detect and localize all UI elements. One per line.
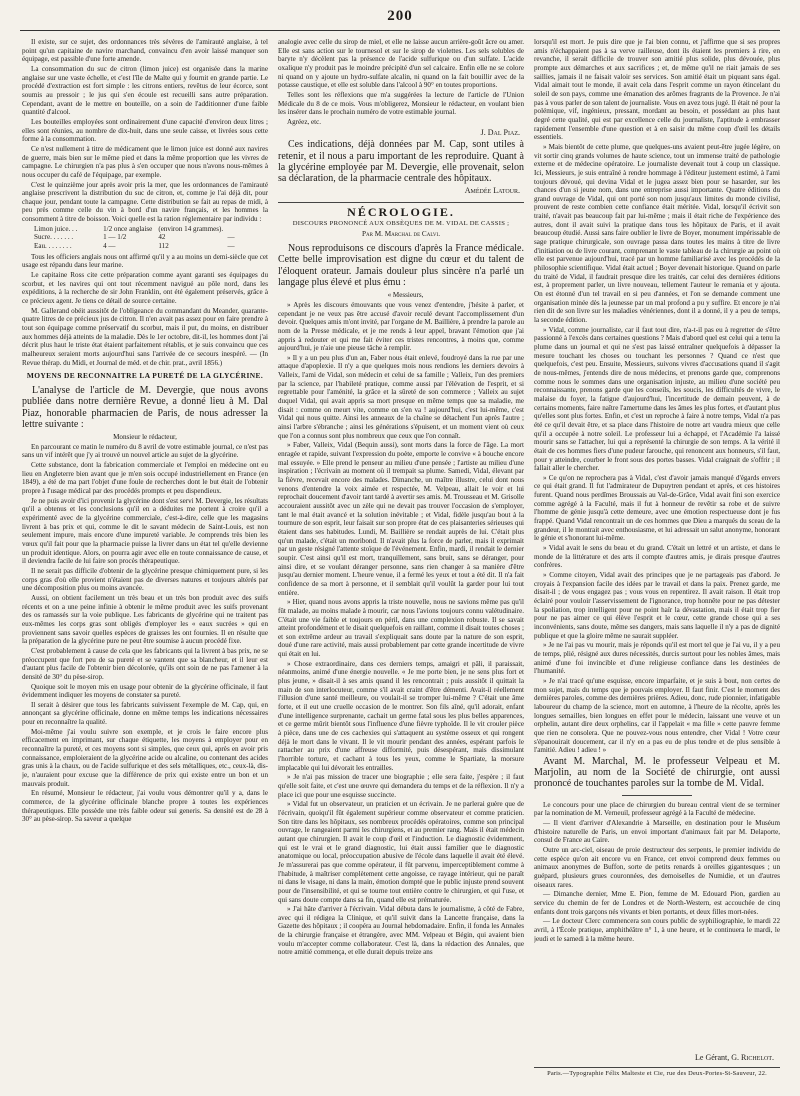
ration-cell: 1 — 1/2 [103,233,127,242]
col1-paragraph: Il ne serait pas difficile d'obtenir de la glycérine presque chimiquement pure, si les corps gras d'où elle provient n'étaient pas de diverses natures et toujours altérés par une décomposition plus ou moins avancée. [22,566,268,593]
col1-paragraph: La consommation du suc de citron (limon juice) est organisée dans la marine anglaise sur une vaste échelle, et c'est l'île de Malte qui y fournit en grande partie. Le procédé d'extraction est fort simple : les citrons entiers, revêtus de leur écorce, sont soumis au pressoir ; le jus qui s'en écoule est recueilli sans autre préparation. Cependant, avant de le mettre en bouteille, on a soin de l'additionner d'une faible quantité d'alcool. [22,64,268,117]
speech-paragraph: » Faber, Valleix, Vidal (Bequin aussi), sont morts dans la force de l'âge. La mort enragée et rapide, suivant l'expression du poète, emporte le convive « à bouche encore mal essuyée. » Elle prend le penseur au milieu d'une pensée ; l'artiste au milieu d'une inspiration ; l'écrivain au moment où il trempait sa plume. Samedi, Vidal, élevant par la fièvre, recevait encore des malades. Dimanche, un maître illustre, celui dont nous venons d'entendre la voix aimée et respectée, M. Velpeau, allait le voir et lui reprochait doucement d'avoir tant tardé à avertir ses amis. M. Trousseau et M. Grisolle accouraient aussitôt avec un zèle qui ne devait pas trouver l'occasion de s'employer, tant le mal était avancé et la solution inévitable ; et Vidal, fidèle jusqu'au bout à la tournure de son esprit, leur faisait sur son propre état de ces plaisanteries sérieuses qui étaient dans ses habitudes. Lundi, M. Baillière se rendait auprès de lui. C'était plus qu'un malade, c'était un moribond. Il n'avait plus la force de parler, mais il exprimait par un geste résigné l'attente stoïque de l'événement. Enfin, mardi, il rendait le dernier soupir. C'est ainsi qu'il est mort, tranquillement, sans bruit, sans se déranger, pour ainsi dire, et se voulant déranger personne, sans rien changer à sa manière d'être jusqu'au dernier moment. L'heure venue, il a fermé les yeux et tout a été dit. Il n'a fait confidence de sa mort à personne, et il semblait qu'il voulût la garder pour lui tout entière. [278,441,524,597]
header-rule [20,30,780,31]
notes-rule [622,795,692,796]
ration-table [34,225,262,251]
col3-closing-note: Avant M. Marchal, M. le professeur Velpeau et M. Marjolin, au nom de la Société de chirurgie, ont aussi prononcé de touchantes paroles sur la tombe de M. Vidal. [534,755,780,790]
news-note: Outre un arc-ciel, oiseau de proie destructeur des serpents, le premier individu de cette espèce qu'on ait encore vu en France, cet envoi comprend deux femmes ou animaux anonymes de Buffon, sorte de petits renards à oreilles gigantesques ; un guépard, plusieurs grues couronnées, des demoiselles de Numidie, et un d'autres oiseaux rares. [534,845,780,889]
closing-line: Agréez, etc. [287,117,322,126]
col1-paragraph: Ce n'est nullement à titre de médicament que le limon juice est donné aux navires de guerre, mais bien sur le même pied et dans la même proportion que les vivres de campagne. Le chirurgien n'a pas plus à s'en occuper que nous n'avons nous-mêmes à nous occuper du café de l'équipage, par exemple. [22,144,268,179]
ration-cell: (environ 14 grammes). [158,224,224,233]
col1-paragraph: Moi-même j'ai voulu suivre son exemple, et je crois le faire encore plus efficacement en imprimant, sur chaque étiquette, les moyens à employer pour en reconnaître la pureté, et ces moyens sont si simples, que ceux qui, après en avoir pris connaissance, emploieraient de la glycérine acide ou alcaline, ou contenant des acides gras unis à la chaux, ou de l'acide sulfurique et des sels métalliques, etc., ceux-là, dis-je, n'auraient pour excuse que la différence de prix qui existe entre un bon et un mauvais produit. [22,727,268,788]
speech-paragraph: » Vidal fut un observateur, un praticien et un écrivain. Je ne parlerai guère que de l'écrivain, quoiqu'il fût également supérieur comme observateur et comme praticien. Son titre dans les hôpitaux, ses nombreux procédés opératoires, comme son principal ouvrage, le rangeaient parmi les chirurgiens, et au premier rang. Mais il était médecin autant que chirurgien. Il avait le coup d'œil et l'induction. Le diagnostic évidemment, qui est le vrai et le grand diagnostic, lui était aussi familier que le diagnostic anatomique ou local, préoccupation abusive de l'école dans laquelle il avait été élevé. Je m'assurerai pas que comme opérateur, il fût parvenu, imperceptiblement comme à l'habitude, à maîtriser complètement cette angoisse, ce rayage intérieur, qui ne paraît ni dans le visage, ni dans la main, émotion dompté que le public injuste prend souvent pour de l'insensibilité, et qui se tourne tout entière contre le chirurgien, et qui l'use, et qui sans doute compte dans sa fin, quand elle est prématurée. [278,800,524,904]
col1-paragraph: Il existe, sur ce sujet, des ordonnances très sévères de l'amirauté anglaise, à tel point qu'un capitaine de navire marchand, convaincu d'en avoir laissé manquer son équipage, est passible d'une forte amende. [22,38,268,64]
col1-paragraph: Il serait à désirer que tous les fabricants suivissent l'exemple de M. Cap, qui, en annonçant sa glycérine officinale, donne en même temps les indications nécessaires pour en reconnaître la qualité. [22,700,268,727]
gerant-name: G. Richelot. [731,1053,774,1063]
ration-cell: Sucre. . . . . . . [34,233,74,242]
speech-opening: « Messieurs, [387,291,424,300]
ration-cell: — [227,233,235,242]
speech-paragraph: » Je n'ai pas mission de tracer une biographie ; elle sera faite, j'espère ; il faut qu'elle soit faite, et c'est une œuvre qui demandera du temps et de la réflexion. Il n'y a place ici que pour une esquisse succincte. [278,773,524,799]
signature-dal-piaz: J. Dal Piaz. [480,127,520,137]
col3-paragraph: lorsqu'il est mort. Je puis dire que je l'ai bien connu, et j'affirme que si ses propres amis n'échappaient pas à sa verve railleuse, dont ils étaient les premiers à rire, en revanche, il serait difficile de trouver son amitié plus solide, plus dévouée, plus prompte aux démarches et aux sacrifices ; et, de même qu'il ne riait jamais de ses saillies, jamais il ne faisait valoir ses services. Son amitié était un piquant sans égal. Vidal aimait tout le monde, il avait cela dans l'esprit comme un rayon étincelant du soleil de son pays, comme une émanation des arômes fragrants de la Provence. Je n'ai pas à vous parler de son talent de journaliste. Vous en avez tous jugé. Il était né pour la polémique, vif, ingénieux, pressant, mordant au besoin, et possédant au plus haut degré cette qualité, qui est par excellence celle du journaliste, l'aptitude à embrasser rapidement l'ensemble d'une question et à en saisir du même coup d'œil les détails essentiels. [534,38,780,142]
necrology-title: NÉCROLOGIE. [347,205,455,220]
col3-paragraph: » Vidal, comme journaliste, car il faut tout dire, n'a-t-il pas eu à regretter de s'être passionné à l'excès dans certaines questions ? Mais d'abord quel est celui qui a tenu la plume dans un journal et qui ne s'est pas laissé entraîner quelquefois à dépasser la mesure touchant les choses ou touchant les personnes ? Quand ce n'est que quelquefois, c'est peu. Ensuite, Messieurs, suivons vivres d'accusations quand il s'agit de nous-mêmes, j'entends dire de nous médecins, et prenons garde que, comprenons comme nous le sommes dans une organisation injuste, au milieu d'une société peu reconnaissante, prenons garde que les conseils, les soucis, les difficultés de vivre, le malaise du foyer, la fatigue d'aujourd'hui, l'incertitude de demain peuvent, à de certains moments, faire naître l'amertume dans les âmes les plus fortes, et d'autant plus qu'elles sont plus fortes. Enfin, et c'est un reproche à faire à notre temps, Vidal n'a pas été ce qu'il devait être, et sa place dans l'histoire de notre art vaudra mieux que celle qu'il a occupée à notre soleil. Le professeur lui a échappé, et l'Académie l'a laissé mourir sans se l'attacher, lui qui a représenté la chirurgie de son temps. A la vérité il était de ces hommes fiers d'une pudeur farouche, qui renoncent aux honneurs, s'il faut, pour y atteindre, courber le front sous des portes basses. Vidal craignait de s'offrir ; il fallait aller le chercher. [534,325,780,473]
signature-latour: Amédée Latour. [464,186,520,196]
col1-paragraph: Les bouteilles employées sont ordinairement d'une capacité d'environ deux litres ; elles sont réunies, au nombre de dix-huit, dans une seule caisse, et livrées sous cette forme à la consommation. [22,117,268,144]
necrology-byline: Par M. Marchal de Calvi. [361,230,440,239]
section-title-glycerine: MOYENS DE RECONNAITRE LA PURETÉ DE LA GLYCÉRINE. [26,371,264,381]
col1-paragraph: C'est le quinzième jour après avoir pris la mer, que les ordonnances de l'amirauté anglaise prescrivent la distribution du suc de citron, et, comme je l'ai déjà dit, pour chaque jour, pendant toute la campagne. Cette distribution se fait au repas de midi, à peu près comme celle du vin à bord d'un navire français, et les hommes la consomment à titre de boisson. Voici quelle est la ration réglementaire par individu : [22,180,268,224]
ration-cell: Eau. . . . . . . . [34,242,72,251]
col1-paragraph: Quoique soit le moyen mis en usage pour obtenir de la glycérine officinale, il faut évidemment indiquer les moyens de constater sa pureté. [22,682,268,700]
speech-paragraph: » Hier, quand nous avons appris la triste nouvelle, nous ne savions même pas qu'il fût malade, au moins malade à mourir, car nous l'avions toujours connu valétudinaire. C'était une vie faible et toujours en péril, dans une complexion robuste. Il se savait atteint profondément et le disait quelquefois en raillant, comme il disait toutes choses ; et son extrême ardeur au travail s'expliquait sans doute par la nature de son esprit, doué d'une rare activité, mais aussi probablement par cette grande incertitude de vivre qui était en lui. [278,598,524,659]
col1-paragraph: Tous les officiers anglais nous ont affirmé qu'il y a au moins un demi-siècle que cet usage est répandu dans leur marine. [22,252,268,270]
col3-paragraph: » Ce qu'on ne reprochera pas à Vidal, c'est d'avoir jamais manqué d'égards envers ce qui était grand. Il fut l'admirateur de Dupuytren pendant et après, et ces histoires furent. Quand nous perdîmes Broussais au Val-de-Grâce, Vidal avait fini son exercice comme agrégé à la Faculté, mais il fut à honneur de revêtir sa robe et de suivre l'homme de génie jusqu'à cette demeure, avec une émotion respectueuse dont je fus frappé. Quand Vidal rencontrait un de ces hommes que Dieu a marqués du sceau de la grandeur, il le montrait avec enthousiasme, et lui adressait un salut anonyme, honorant le génie et s'honorant lui-même. [534,473,780,543]
news-note: — Dimanche dernier, Mme E. Pion, femme de M. Edouard Pion, gardien au service du chemin de fer de Londres et de North-Western, est accouchée de cinq enfants dont trois garçons nés vivants et bien portants, et deux filles mort-nées. [534,890,780,916]
column-1 [22,38,268,1078]
news-note: — Il vient d'arriver d'Alexandrie à Marseille, en destination pour le Muséum d'histoire naturelle de Paris, un envoi important d'animaux fait par M. Delaporte, consul de France au Caire. [534,819,780,845]
col2-paragraph: analogie avec celle du sirop de miel, et elle ne laisse aucun arrière-goût âcre ou amer. Elle est sans action sur le tournesol et sur le sirop de violettes. Les sels solubles de baryte n'y décèlent pas la présence de l'acide sulfurique ou d'un sulfate. L'acide oxalique n'y produit pas le moindre précipité d'un sel calcaire. Enfin elle ne se colore ni quand on y ajoute un hydro-sulfate alcalin, ni quand on la fait bouillir avec de la potasse caustique, et elle est soluble dans l'alcool à 90° en toutes proportions. [278,38,524,90]
ration-cell: — [227,242,235,251]
col1-paragraph: Je ne puis avoir d'ici provenir la glycérine dont s'est servi M. Devergie, les résultats qu'il a obtenus et les conclusions qu'il en a déduites me portent à croire qu'il a expérimenté avec de la glycérine commerciale, c'est-à-dire, celle que les magasins livrent à bas prix et qui, comme le dit le savant médecin de Saint-Louis, est non seulement impure, mais encore d'une impureté variable. Je comprends très bien les vœux qu'il fait pour que la pharmacie puisse la livrer dans un état tel qu'elle devienne un produit identique. Alors, on pourra agir avec elle en toute connaissance de cause, et il deviendra facile de lui faire son procès thérapeutique. [22,496,268,566]
salutation: Monsieur le rédacteur, [113,433,177,442]
ration-cell: Limon juice. . . [34,224,78,233]
necrology-lead: Nous reproduisons ce discours d'après la France médicale. Cette belle improvisation est digne du cœur et du talent de l'éloquent orateur. Jamais douleur plus sincère n'a parlé un langage plus élevé et plus ému : [278,243,524,288]
column-2 [278,38,524,1078]
speech-paragraph: » J'ai hâte d'arriver à l'écrivain. Vidal débuta dans le journalisme, à côté de Fabre, avec qui il rédigea la Clinique, et qu'il suivit dans la Lancette française, dans la Gazette des hôpitaux ; il coopéra au Journal hebdomadaire. Enfin, il fonda les Annales de la chirurgie française et étrangère, avec MM. Velpeau et Bégin, qui avaient bien voulu m'accepter comme collaborateur. C'est là, dans la rédaction des Annales, que notre amitié commença, et elle durait depuis treize ans [278,905,524,957]
col3-paragraph: » Mais bientôt de cette plume, que quelques-uns avaient peut-être jugée légère, on vit sortir cinq grands volumes de haute science, tout un immense traité de pathologie externe et de médecine opératoire. Le journaliste devenait tout à coup un classique. Ici, Messieurs, je suis entraîné à rendre hommage à l'éditeur justement estimé, à l'ami toujours dévoué, qui devina Vidal et le jugea assez bien pour se hasarder, sur les chances d'un si jeune nom, dans une entreprise aussi importante. Quatre éditions du grand ouvrage de Vidal, qui ont porté son nom jusqu'aux limites du monde civilisé, prouvent de reste combien cette confiance était méritée. Vidal, lorsqu'il écrivit son traité, n'avait pas beaucoup fait par lui-même ; mais il était riche de l'expérience des autres, dont il avait suivi la pratique dans tous les hôpitaux de Paris, et il avait beaucoup étudié. Aussi sans faire oublier le livre de Boyer, monument impérissable de sage pratique chirurgicale, son ouvrage passa dans toutes les mains à titre de livre d'initiation ou de livre courant, comprenant le vaste tableau de la chirurgie au point où elle est parvenue aujourd'hui, tracé par un homme familiarisé avec les procédés de la philosophie scientifique. Vidal était actuel ; Boyer devenait historique. Quand on parle du traité de Vidal, il faudrait presque dire les traités, car celui des dernières éditions est, à proprement parler, un livre nouveau, tellement l'auteur le remania et y ajouta. On est étonné d'un tel travail en si peu d'années, et l'on se demande comment une organisation minée dès la jeunesse par un mal profond a pu y suffire. Et encore je n'ai rien dit de son livre sur les maladies vénériennes, dont il a donné, il y a peu de temps, la seconde édition. [534,142,780,324]
news-note: — Le docteur Clerc commencera son cours public de syphiliographie, le mardi 22 avril, à l'École pratique, amphithéâtre n° 1, à une heure, et le continuera le mardi, le jeudi et le samedi à la même heure. [534,917,780,943]
ration-cell [227,225,262,234]
news-note: Le concours pour une place de chirurgien du bureau central vient de se terminer par la nomination de M. Verneuil, professeur agrégé à la Faculté de médecine. [534,800,780,818]
speech-paragraph: » Après les discours émouvants que vous venez d'entendre, j'hésite à parler, et cependant je ne veux pas être accusé d'avoir reculé devant l'accomplissement d'un devoir. Quelques amis m'ont invité, par l'organe de M. Baillière, à prendre la parole au nom de la Presse médicale, et je me rends à leur appel, bravant l'émotion que j'ai appris à redouter et qui me fait éviter ces tristes rencontres, à moins que, comme aujourd'hui, je n'aie une pieuse tâche à remplir. [278,300,524,353]
gerant-label: Le Gérant, [695,1053,730,1063]
columns [22,38,780,1078]
col1-paragraph: M. Gallerand obéit aussitôt de l'obligeance du commandant du Meander, quarante-quatre litres de ce précieux jus de citron. Il n'en avait pas assez pour en faire prendre à tout son équipage comme préservatif du scorbut, mais il put, du moins, en distribuer aux hommes déjà atteints de la maladie. Dès le 1er octobre, dit-il, les hommes dont j'ai décrit plus haut le triste état étaient parfaitement rétablis, et je suis convaincu que ces malheureux seraient morts aujourd'hui sans l'arrivée de ce secours inespéré. — (In Revue thérap. du Midi, et Journal de méd. et de chir. prat., avril 1856.) [22,306,268,367]
col1-paragraph: Cette substance, dont la fabrication commerciale et l'emploi en médecine ont eu lieu en Angleterre bien avant que je m'en sois occupé industriellement en France (en 1849), a été de ma part l'objet d'une foule de recherches dont le but était de l'obtenir propre à l'usage médical par des procédés prompts et peu dispendieux. [22,461,268,496]
column-3 [534,38,780,1078]
ration-cell: 112 [158,242,169,251]
col2-paragraph: Telles sont les réflexions que m'a suggérées la lecture de l'article de l'Union Médicale du 8 de ce mois. Vous m'obligerez, Monsieur le rédacteur, en voulant bien les insérer dans le prochain numéro de votre estimable journal. [278,90,524,117]
col1-paragraph: En résumé, Monsieur le rédacteur, j'ai voulu vous démontrer qu'il y a, dans le commerce, de la glycérine officinale blanche propre à toutes les expériences thérapeutiques. Elle possède une très faible odeur sui generis. Sa densité est de 28 à 30° au pèse-sirop. Sa saveur a quelque [22,789,268,824]
speech-paragraph: » Il y a un peu plus d'un an, Faber nous était enlevé, foudroyé dans la rue par une attaque d'apoplexie. Il n'y a que quelques mois nous rendions les derniers devoirs à Valleix, l'ami de Vidal, son médecin et celui de sa famille ; Valleix, l'un des premiers par la science, par l'habileté pratique, comme aussi par l'élévation de l'esprit, et si regrettable pour l'aménité, la grâce et la sûreté de son commerce ; Valleix au sujet duquel Vidal, qui avait appris sa mort presque en même temps que sa maladie, me disait : comme on meurt vite, comme on s'en va ! aujourd'hui, c'est lui-même, c'est Vidal qui nous quitte. Ainsi les anneaux de la chaîne se détachent l'un après l'autre ; ainsi l'arbre s'ébranche ; ainsi les générations s'épuisent, et un moment vient où ceux que l'on a connus sont plus nombreux que ceux que l'on connaît. [278,353,524,440]
page-number: 200 [387,8,413,24]
col3-paragraph: » Je n'ai tracé qu'une esquisse, encore imparfaite, et je suis à bout, non certes de mon sujet, mais du temps que je pouvais employer. Il faut finir. C'est le moment des dernières paroles, comme des dernières prières. Adieu, donc, rude pionnier, infatigable laboureur du champ de la science, mort en automne, à l'heure de la récolte, après les longues semailles, bien longues en effet pour le médecin, laissant une veuve et un orphelin, autant dire deux orphelins, car il l'appelait « ma fille » cette pauvre femme que rien ne consolera. Que ne pouvez-vous nous entendre, cher Vidal ! Votre cœur s'épanouirait doucement, car il n'y en a pas eu de plus tendre et de plus sensible à l'amitié. Adieu ! adieu ! » [534,676,780,755]
editor-note: Ces indications, déjà données par M. Cap, sont utiles à retenir, et il nous a paru important de les reproduire. Quant à la glycérine employée par M. Devergie, elle provenait, selon sa déclaration, de la pharmacie centrale des hôpitaux. [278,139,524,185]
ration-cell: 4 — [103,242,116,251]
necrology-subtitle: DISCOURS PRONONCÉ AUX OBSÈQUES DE M. VIDAL DE CASSIS ; [292,219,510,227]
col3-paragraph: » Comme citoyen, Vidal avait des principes que je ne partageais pas d'abord. Je croyais à l'expansion facile des idées par le travail et dans la paix. Prenez garde, me disait-il ; de vous engagez pas ; vous vous en repentirez. Il avait raison. Il était trop éclairé pour vouloir l'asservissement de l'ignorance, trop honnête pour ne pas détester la spoliation, trop intelligent pour ne point haïr la dévastation, mais il était trop fier pour ne pas aimer ce qui élève l'esprit et le cœur, cette grande chose qui a ses inconvénients, sans doute, même ses dangers, mais sans laquelle il n'y a pas de dignité publique et que la gloire même ne saurait suppléer. [534,571,780,640]
speech-paragraph: » Chose extraordinaire, dans ces derniers temps, amaigri et pâli, il paraissait, néanmoins, animé d'une énergie nouvelle. « Je me porte bien, je ne sens plus fort et plus jeune, » disait-il à ses amis quand il les rencontrait ; puis aussitôt il quittait la main de son interlocuteur, comme s'il avait craint d'être démenti. Avait-il réellement l'illusion d'une santé meilleure, ou voulait-il se tromper lui-même ? C'était une âme forte, et il eut une cruelle occasion de le montrer. Son fils aîné, qu'il adorait, enfant d'une intelligence surprenante, cachait un germe fatal sous les plus belles apparences, et ce germe mûrit bientôt sous l'influence d'une fièvre typhoïde. Il le vit crouler pièce à pièce, dans une de ces cachexies qui s'attaquent au système osseux et qui rongent déjà le mort dans le vivant. Il le vit mourir pendant des années, espérant parfois le rattacher au prix d'une affreuse difformité, puis désespérant, mais dissimulant l'horrible torture, et cachant à tous les yeux, comme le Spartiate, la morsure implacable qui lui dévorait les entrailles. [278,659,524,772]
col1-paragraph: C'est probablement à cause de cela que les fabricants qui la livrent à bas prix, ne se préoccupent que fort peu de sa pureté et se vantent que sa blancheur, et il leur est d'autant plus facile de l'obtenir bien décolorée, qu'ils ont soin de ne pas l'amener à la densité de 30° du pèse-sirop. [22,646,268,681]
glycerine-lead: L'analyse de l'article de M. Devergie, que nous avons publiée dans notre dernière Revue, a donné lieu à M. Dal Piaz, honorable pharmacien de Paris, de nous adresser la lettre suivante : [22,384,268,430]
col1-paragraph: En parcourant ce matin le numéro du 8 avril de votre estimable journal, ce n'est pas sans un vif intérêt que j'y ai trouvé un nouvel article au sujet de la glycérine. [22,442,268,460]
col1-paragraph: Le capitaine Ross cite cette préparation comme ayant garanti ses équipages du scorbut, et les navires qui ont tout récemment navigué au pôle nord, dans les expéditions, à la recherche de sir John Franklin, ont été également préservés, grâce à ce précieux agent. Je tiens ce détail de source certaine. [22,271,268,306]
ration-cell: 1/2 once anglaise [103,224,153,233]
section-rule [278,202,524,203]
col1-paragraph: Aussi, on obtient facilement un très beau et un très bon produit avec des suifs récents et on a une peine infinie à obtenir le même produit avec les suifs provenant des os ramassés sur la voie publique. Les fabricants de glycérine qui ne traitent pas eux-mêmes les corps gras sont obligés d'employer les « eaux sucrées » qui en proviennent sans savoir quelles espèces de graisses les ont fournies. Il en résulte que la préparation de la glycérine pure ne peut être soumise à aucun procédé fixe. [22,593,268,646]
col3-paragraph: » Je ne l'ai pas vu mourir, mais je réponds qu'il est mort tel que je l'ai vu, il y a peu de temps, plié, résigné aux dures nécessités, durcis surtout pour les nobles âmes, mais animé d'une foi invincible et d'une religieuse confiance dans les destinées de l'humanité. [534,641,780,676]
imprint-line: Paris.—Typographie Félix Malteste et Cie, rue des Deux-Portes-St-Sauveur, 22. [534,1067,780,1078]
gerant-line [534,1054,774,1063]
ration-cell: 42 [158,233,166,242]
col3-paragraph: » Vidal avait le sens du beau et du grand. C'était un lettré et un artiste, et dans le monde de la littérature et des arts il compte d'autres amis, je dirais presque d'autres confrères. [534,544,780,570]
column-3-body [534,38,780,1050]
